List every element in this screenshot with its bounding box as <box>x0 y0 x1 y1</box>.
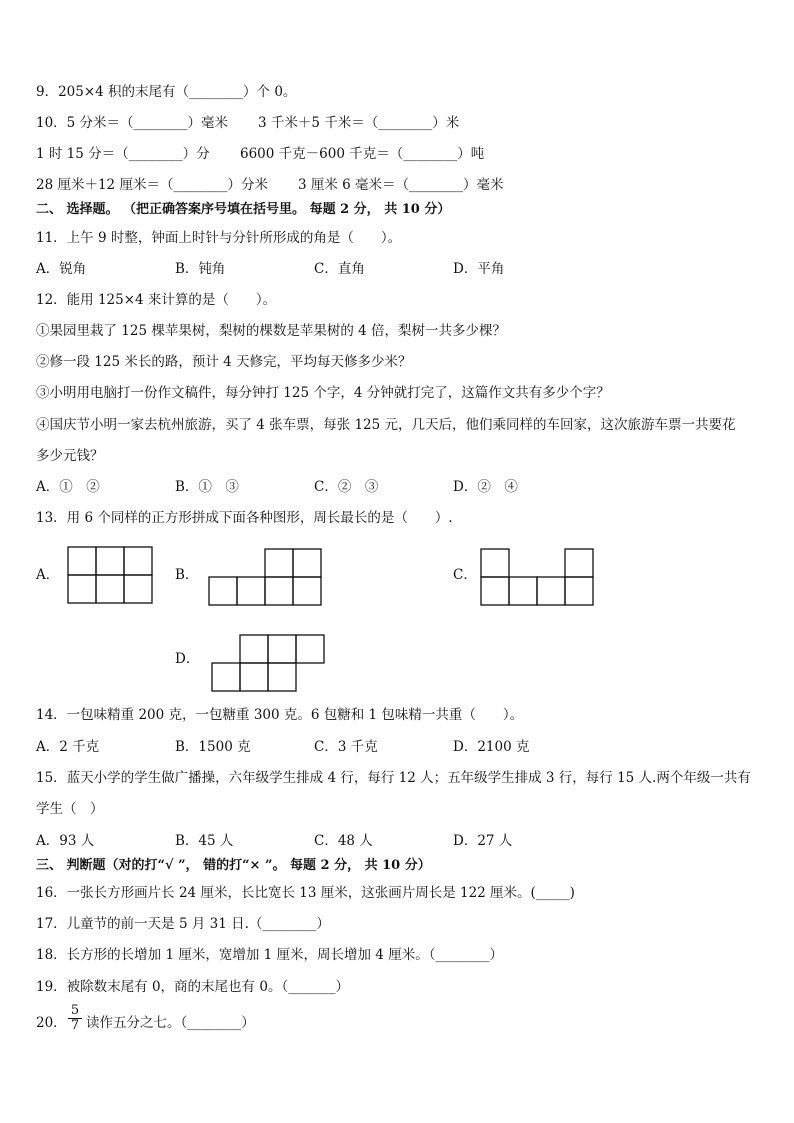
q15-option-c: C．48 人 <box>314 833 373 849</box>
q13-figure-b <box>207 547 325 607</box>
q13-figure-d <box>210 633 328 693</box>
fraction-denominator: 7 <box>70 1018 80 1033</box>
q15-option-b: B．45 人 <box>175 833 234 849</box>
question-10-row2-left: 1 时 15 分＝（________）分 <box>36 146 210 162</box>
q13-label-a: A． <box>36 567 60 583</box>
question-15-line2: 学生（ ） <box>36 801 104 817</box>
q11-option-a: A．锐角 <box>36 261 87 277</box>
q13-figure-a <box>66 545 156 605</box>
question-20-suffix: 读作五分之七。（________） <box>86 1015 255 1031</box>
q12-option-a: A．① ② <box>36 479 100 495</box>
q11-option-b: B．钝角 <box>175 261 226 277</box>
q12-item-1: ①果园里栽了 125 棵苹果树，梨树的棵数是苹果树的 4 倍，梨树一共多少棵？ <box>36 323 507 339</box>
fraction-five-sevenths <box>68 1004 82 1033</box>
question-14: 14．一包味精重 200 克，一包糖重 300 克。6 包糖和 1 包味精一共重（ ）。 <box>36 707 524 723</box>
q12-option-c: C．② ③ <box>314 479 379 495</box>
q12-item-4: ④国庆节小明一家去杭州旅游，买了 4 张车票，每张 125 元，几天后，他们乘同样的车回家，这次旅游车票一共要花 <box>36 417 736 433</box>
q12-item-2: ②修一段 125 米长的路，预计 4 天修完，平均每天修多少米？ <box>36 354 412 370</box>
question-10-row3-right: 3 厘米 6 毫米＝（________）毫米 <box>298 177 504 193</box>
question-10-row1-right: 3 千米＋5 千米＝（________）米 <box>258 115 460 131</box>
question-17: 17．儿童节的前一天是 5 月 31 日.（________） <box>36 916 330 932</box>
section-3-heading: 三、 判断题（对的打“√ ”， 错的打“× ”。 每题 2 分， 共 10 分） <box>36 858 431 873</box>
section-2-heading: 二、 选择题。 （把正确答案序号填在括号里。 每题 2 分， 共 10 分） <box>36 202 451 217</box>
question-10-row1-left: 10．5 分米＝（________）毫米 <box>36 115 229 131</box>
question-19: 19．被除数末尾有 0，商的末尾也有 0。（_______） <box>36 979 349 995</box>
question-16: 16．一张长方形画片长 24 厘米，长比宽长 13 厘米，这张画片周长是 122 厘米。(_____) <box>36 885 575 901</box>
q13-label-b: B． <box>175 567 199 583</box>
question-10-row2-right: 6600 千克－600 千克＝（________）吨 <box>240 146 485 162</box>
question-12: 12．能用 125×4 来计算的是（ ）。 <box>36 292 277 308</box>
fraction-numerator: 5 <box>68 1004 82 1019</box>
q11-option-c: C．直角 <box>314 261 365 277</box>
q14-option-c: C．3 千克 <box>314 739 378 755</box>
q14-option-a: A．2 千克 <box>36 739 100 755</box>
question-15-line1: 15．蓝天小学的学生做广播操，六年级学生排成 4 行，每行 12 人；五年级学生排成 3 行，每行 15 人.两个年级一共有 <box>36 770 751 786</box>
question-10-row3-left: 28 厘米＋12 厘米＝（________）分米 <box>36 177 268 193</box>
question-9: 9．205×4 积的末尾有（________）个 0。 <box>36 84 297 100</box>
q14-option-b: B．1500 克 <box>175 739 251 755</box>
question-13: 13．用 6 个同样的正方形拼成下面各种图形，周长最长的是（ ）. <box>36 510 453 526</box>
q13-figure-c <box>479 547 597 607</box>
q14-option-d: D．2100 克 <box>453 739 530 755</box>
q13-label-c: C． <box>453 567 477 583</box>
q13-label-d: D． <box>175 651 200 667</box>
question-18: 18．长方形的长增加 1 厘米，宽增加 1 厘米，周长增加 4 厘米。（________） <box>36 947 503 963</box>
question-20-prefix: 20． <box>36 1015 67 1031</box>
q12-item-3: ③小明用电脑打一份作文稿件，每分钟打 125 个字，4 分钟就打完了，这篇作文共有多少个字？ <box>36 385 610 401</box>
q12-option-b: B．① ③ <box>175 479 239 495</box>
q15-option-d: D．27 人 <box>453 833 513 849</box>
q12-item-4-cont: 多少元钱？ <box>36 448 104 464</box>
q11-option-d: D．平角 <box>453 261 505 277</box>
q12-option-d: D．② ④ <box>453 479 518 495</box>
q15-option-a: A．93 人 <box>36 833 95 849</box>
question-11: 11．上午 9 时整，钟面上时针与分针所形成的角是（ ）。 <box>36 230 402 246</box>
